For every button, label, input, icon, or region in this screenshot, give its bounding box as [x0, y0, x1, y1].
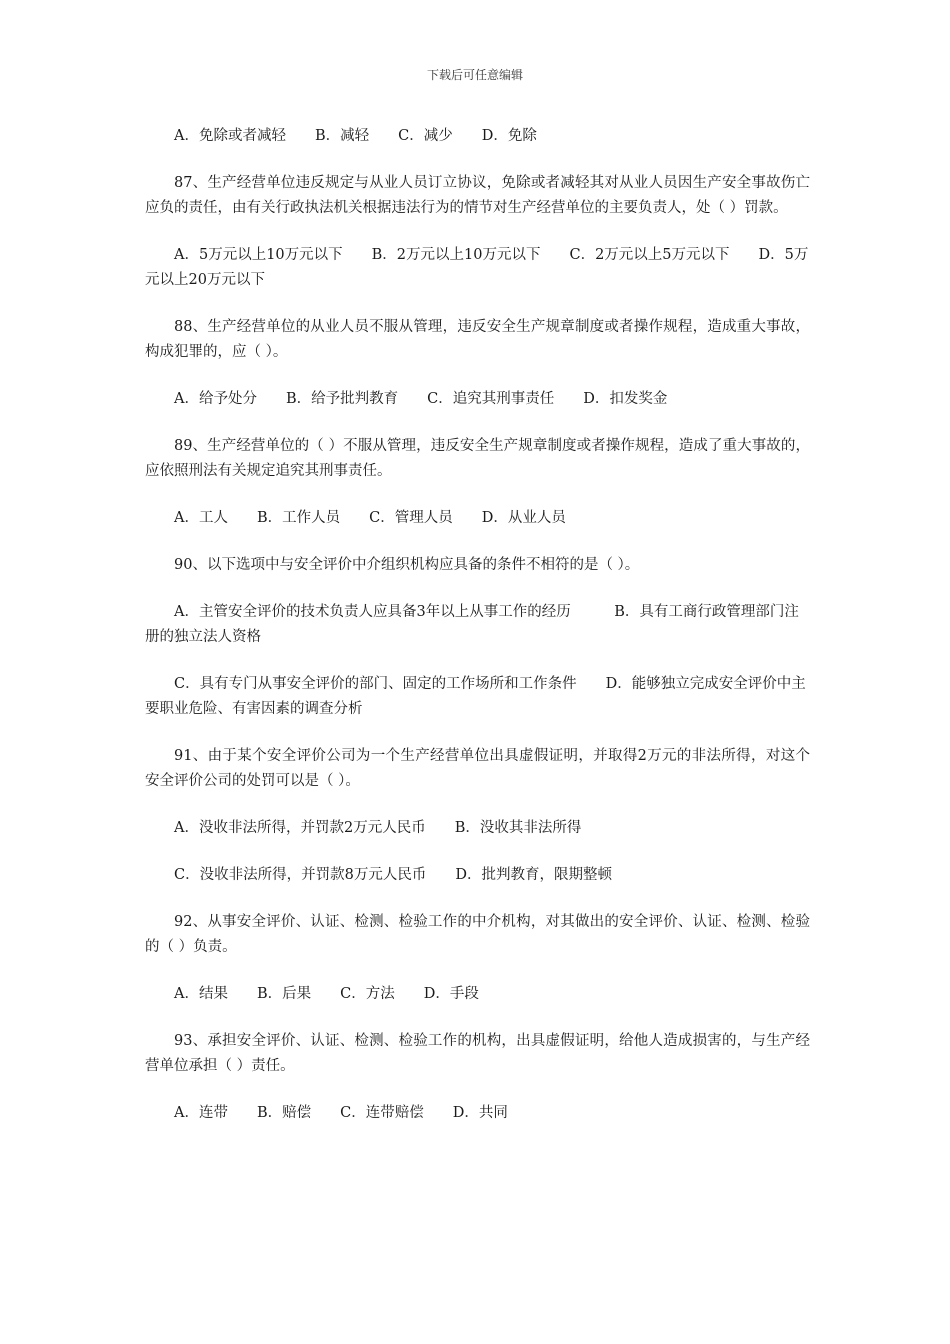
- options-93: A．连带 B．赔偿 C．连带赔偿 D．共同: [174, 1105, 508, 1121]
- question-89: 89、生产经营单位的（ ）不服从管理，违反安全生产规章制度或者操作规程，造成了重大事故的，应依照刑法有关规定追究其刑事责任。: [145, 438, 810, 479]
- options-89: A．工人 B．工作人员 C．管理人员 D．从业人员: [174, 510, 566, 526]
- options-90-ab: A．主管安全评价的技术负责人应具备3年以上从事工作的经历 B．具有工商行政管理部门注册的独立法人资格: [145, 604, 799, 645]
- options-92: A．结果 B．后果 C．方法 D．手段: [174, 986, 479, 1002]
- question-87: 87、生产经营单位违反规定与从业人员订立协议，免除或者减轻其对从业人员因生产安全事故伤亡应负的责任，由有关行政执法机关根据违法行为的情节对生产经营单位的主要负责人，处（ ）罚款。: [145, 175, 810, 216]
- question-93: 93、承担安全评价、认证、检测、检验工作的机构，出具虚假证明，给他人造成损害的，与生产经营单位承担（ ）责任。: [145, 1033, 810, 1074]
- question-92: 92、从事安全评价、认证、检测、检验工作的中介机构，对其做出的安全评价、认证、检测、检验的（ ）负责。: [145, 914, 810, 955]
- question-91: 91、由于某个安全评价公司为一个生产经营单位出具虚假证明，并取得2万元的非法所得，对这个安全评价公司的处罚可以是（ ）。: [145, 748, 810, 789]
- question-88: 88、生产经营单位的从业人员不服从管理，违反安全生产规章制度或者操作规程，造成重大事故，构成犯罪的，应（ ）。: [145, 319, 810, 360]
- options-87: A．5万元以上10万元以下 B．2万元以上10万元以下 C．2万元以上5万元以下 D．5万元以上20万元以下: [145, 247, 809, 288]
- page-header: 下载后可任意编辑: [426, 68, 523, 82]
- options-90-cd: C．具有专门从事安全评价的部门、固定的工作场所和工作条件 D．能够独立完成安全评价中主要职业危险、有害因素的调查分析: [145, 676, 806, 717]
- question-90: 90、以下选项中与安全评价中介组织机构应具备的条件不相符的是（ ）。: [174, 557, 640, 573]
- options-86: A．免除或者减轻 B．减轻 C．减少 D．免除: [174, 128, 537, 144]
- options-91-cd: C．没收非法所得，并罚款8万元人民币 D．批判教育，限期整顿: [174, 867, 612, 883]
- options-91-ab: A．没收非法所得，并罚款2万元人民币 B．没收其非法所得: [174, 820, 582, 836]
- options-88: A．给予处分 B．给予批判教育 C．追究其刑事责任 D．扣发奖金: [174, 391, 668, 407]
- document-body: [145, 124, 810, 1148]
